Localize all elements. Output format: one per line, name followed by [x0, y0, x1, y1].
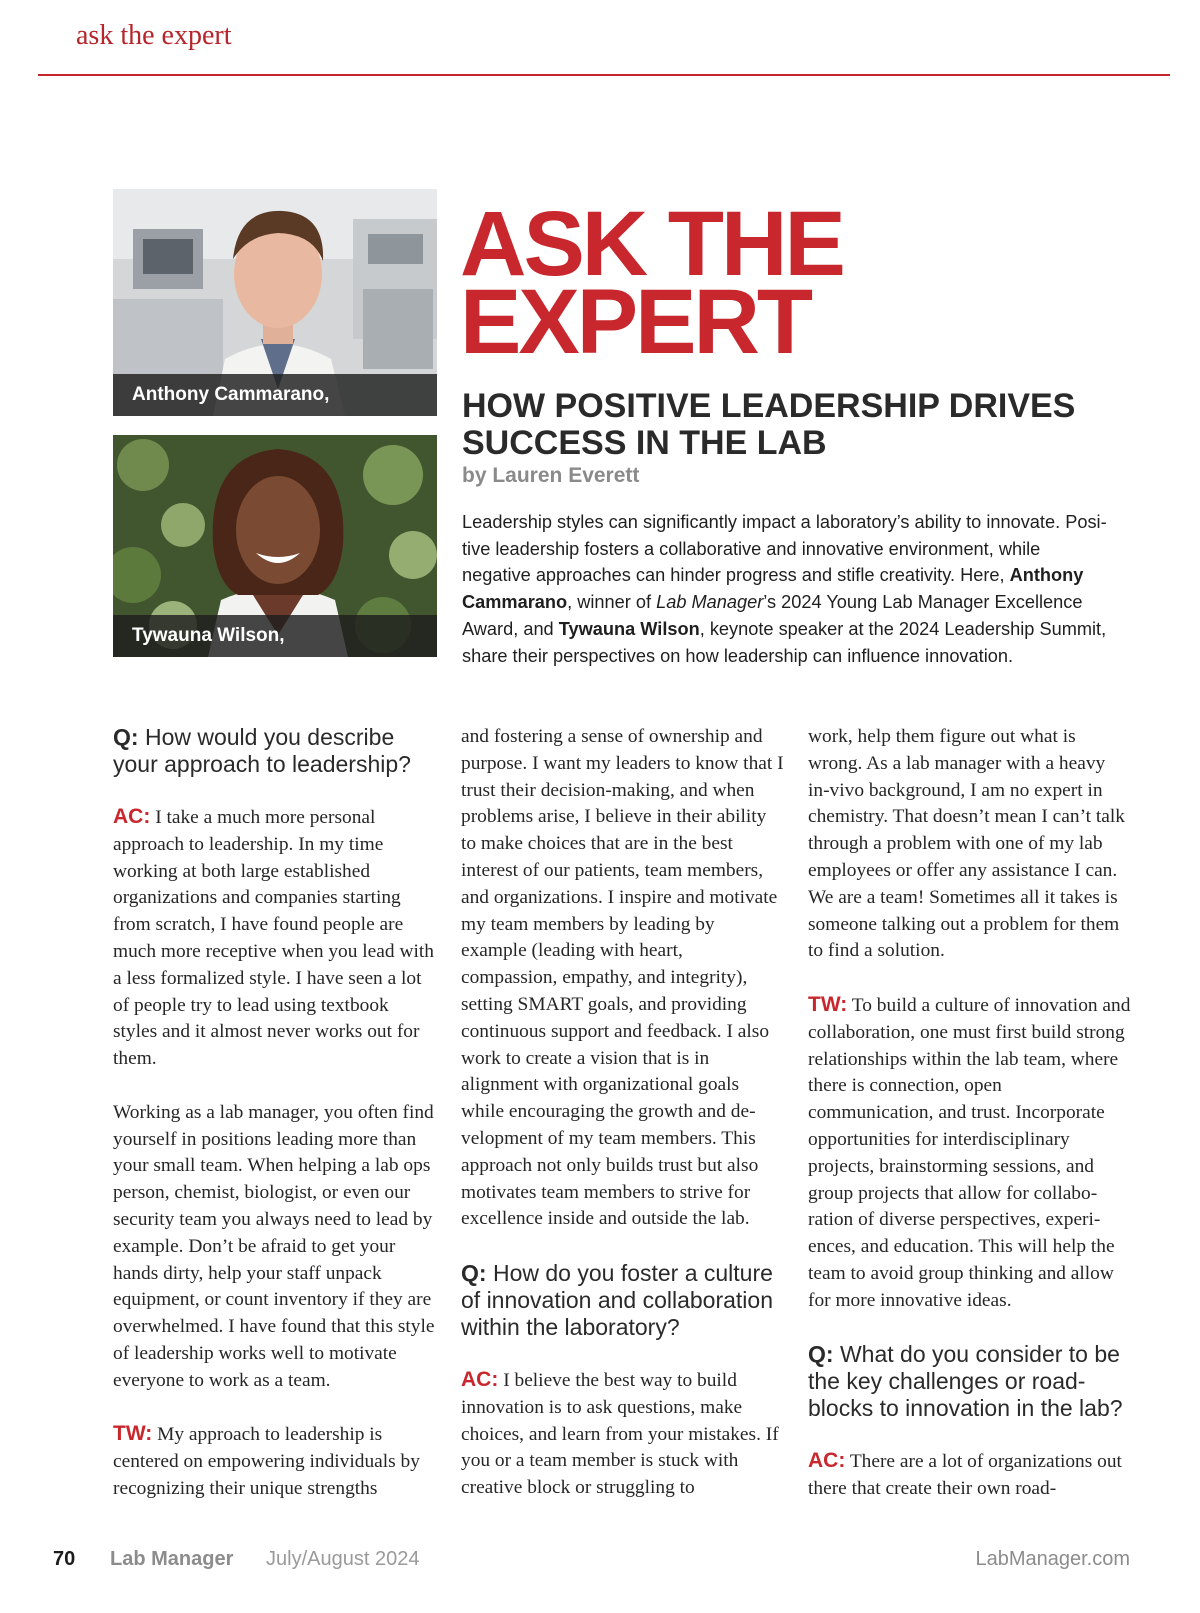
question-text: How would you describe your approach to leadership?	[113, 724, 411, 777]
photo-caption: Anthony Cammarano,	[113, 374, 437, 416]
intro-publication: Lab Manager	[656, 592, 764, 613]
website: LabManager.com	[975, 1548, 1130, 1570]
question-1	[113, 724, 436, 778]
answer-paragraph	[808, 724, 1131, 965]
question-text: How do you foster a culture of innovation and collaboration within the laboratory?	[461, 1259, 774, 1340]
title-line-2: EXPERT	[460, 271, 811, 373]
question-3	[808, 1341, 1131, 1422]
subtitle-line-1: HOW POSITIVE LEADERSHIP DRIVES	[462, 387, 1076, 425]
speaker-label: AC:	[461, 1367, 499, 1391]
page-title	[460, 193, 843, 373]
question-label: Q:	[461, 1259, 487, 1286]
answer-text: My approach to leadership is centered on empowering individuals by recognizing their unique strengths	[113, 1424, 420, 1499]
magazine-name: Lab Manager	[110, 1548, 234, 1570]
speaker-label: TW:	[808, 992, 848, 1016]
article-column-2	[461, 724, 784, 1502]
page-number: 70	[53, 1548, 76, 1570]
intro-text: , winner of	[567, 592, 657, 613]
intro-text: Leadership styles can significantly impact a laboratory’s ability to innovate. Posi- tive leadership fosters a collaborative and innovative environment, while negative approaches can hinder progress and stifle creativity. Here,	[462, 512, 1107, 586]
answer-paragraph	[113, 804, 436, 1073]
answer-paragraph	[461, 724, 784, 1233]
speaker-label: TW:	[113, 1422, 153, 1446]
intro-text: , keynote speaker at the 2024 Leadership Summit, share their perspectives on how leadership can influence innovation.	[462, 618, 1107, 666]
article-subtitle	[462, 388, 1152, 462]
question-label: Q:	[808, 1341, 834, 1368]
speaker-label: AC:	[113, 805, 151, 828]
portrait-anthony-cammarano	[113, 189, 437, 416]
answer-text: I believe the best way to build innovation is to ask questions, make choices, and learn from your mistakes. If you or a team member is stuck with creative block or struggling to	[461, 1369, 779, 1499]
answer-text: To build a culture of innovation and collaboration, one must first build strong relationships within the lab team, where there is connection, open communication, and trust. Incorporate opportunities for interdisciplinary projects, brainstorming sessions, and group projects that allow for collabo- ration of diverse perspectives, experi- ences, and education. This will help the team to avoid group thinking and allow for more innovative ideas.	[808, 994, 1131, 1311]
question-label: Q:	[113, 724, 139, 750]
subtitle-line-2: SUCCESS IN THE LAB	[462, 424, 827, 462]
article-column-1	[113, 724, 436, 1503]
intro-paragraph	[462, 509, 1110, 669]
speaker-label: AC:	[808, 1449, 846, 1473]
intro-text: ’s 2024 Young Lab Manager Excellence Award, and	[462, 592, 1083, 639]
answer-text: work, help them figure out what is wrong. As a lab manager with a heavy in-vivo background, I am no expert in chemistry. That doesn’t mean I can’t talk through a problem with one of my lab employees or offer any assistance I can. We are a team! Sometimes all it takes is someone talking out a problem for them to find a solution.	[808, 726, 1125, 962]
answer-text: and fostering a sense of ownership and purpose. I want my leaders to know that I trust their decision-making, and when problems arise, I believe in their ability to make choices that are in the best interest of our patients, team members, and organizations. I inspire and motivate my team members by leading by example (leading with heart, compassion, empathy, and integrity), setting SMART goals, and providing continuous support and feedback. I also work to create a vision that is in alignment with organizational goals while encouraging the growth and de- velopment of my team members. This approach not only builds trust but also motivates team members to strive for excellence inside and outside the lab.	[461, 726, 784, 1230]
answer-text: There are a lot of organizations out there that create their own road-	[808, 1451, 1122, 1500]
portrait-tywauna-wilson	[113, 435, 437, 657]
answer-text: I take a much more personal approach to leadership. In my time working at both large established organizations and companies starting from scratch, I have found people are much more receptive when you lead with a less formalized style. I have seen a lot of people try to lead using textbook styles and it almost never works out for them.	[113, 807, 434, 1070]
question-text: What do you consider to be the key challenges or road- blocks to innovation in the lab?	[808, 1341, 1123, 1422]
issue-date: July/August 2024	[266, 1548, 420, 1570]
title-line-1: ASK THE	[460, 193, 843, 295]
photo-caption: Tywauna Wilson,	[113, 615, 437, 657]
answer-paragraph	[808, 1448, 1131, 1503]
answer-paragraph	[808, 992, 1131, 1315]
answer-text: Working as a lab manager, you often find yourself in positions leading more than your small team. When helping a lab ops person, chemist, biologist, or even our security team you always need to lead by example. Don’t be afraid to get your hands dirty, help your staff unpack equipment, or count inventory if they are overwhelmed. I have found that this style of leadership works well to motivate everyone to work as a team.	[113, 1101, 435, 1391]
answer-paragraph	[113, 1100, 436, 1395]
answer-paragraph	[461, 1367, 784, 1502]
answer-paragraph	[113, 1421, 436, 1502]
intro-name: Tywauna Wilson	[558, 618, 700, 639]
byline: by Lauren Everett	[462, 464, 640, 487]
question-2	[461, 1260, 784, 1341]
article-column-3	[808, 724, 1131, 1503]
header-rule	[38, 74, 1170, 76]
intro-name: Anthony Cammarano	[462, 565, 1084, 613]
section-label: ask the expert	[76, 20, 232, 51]
